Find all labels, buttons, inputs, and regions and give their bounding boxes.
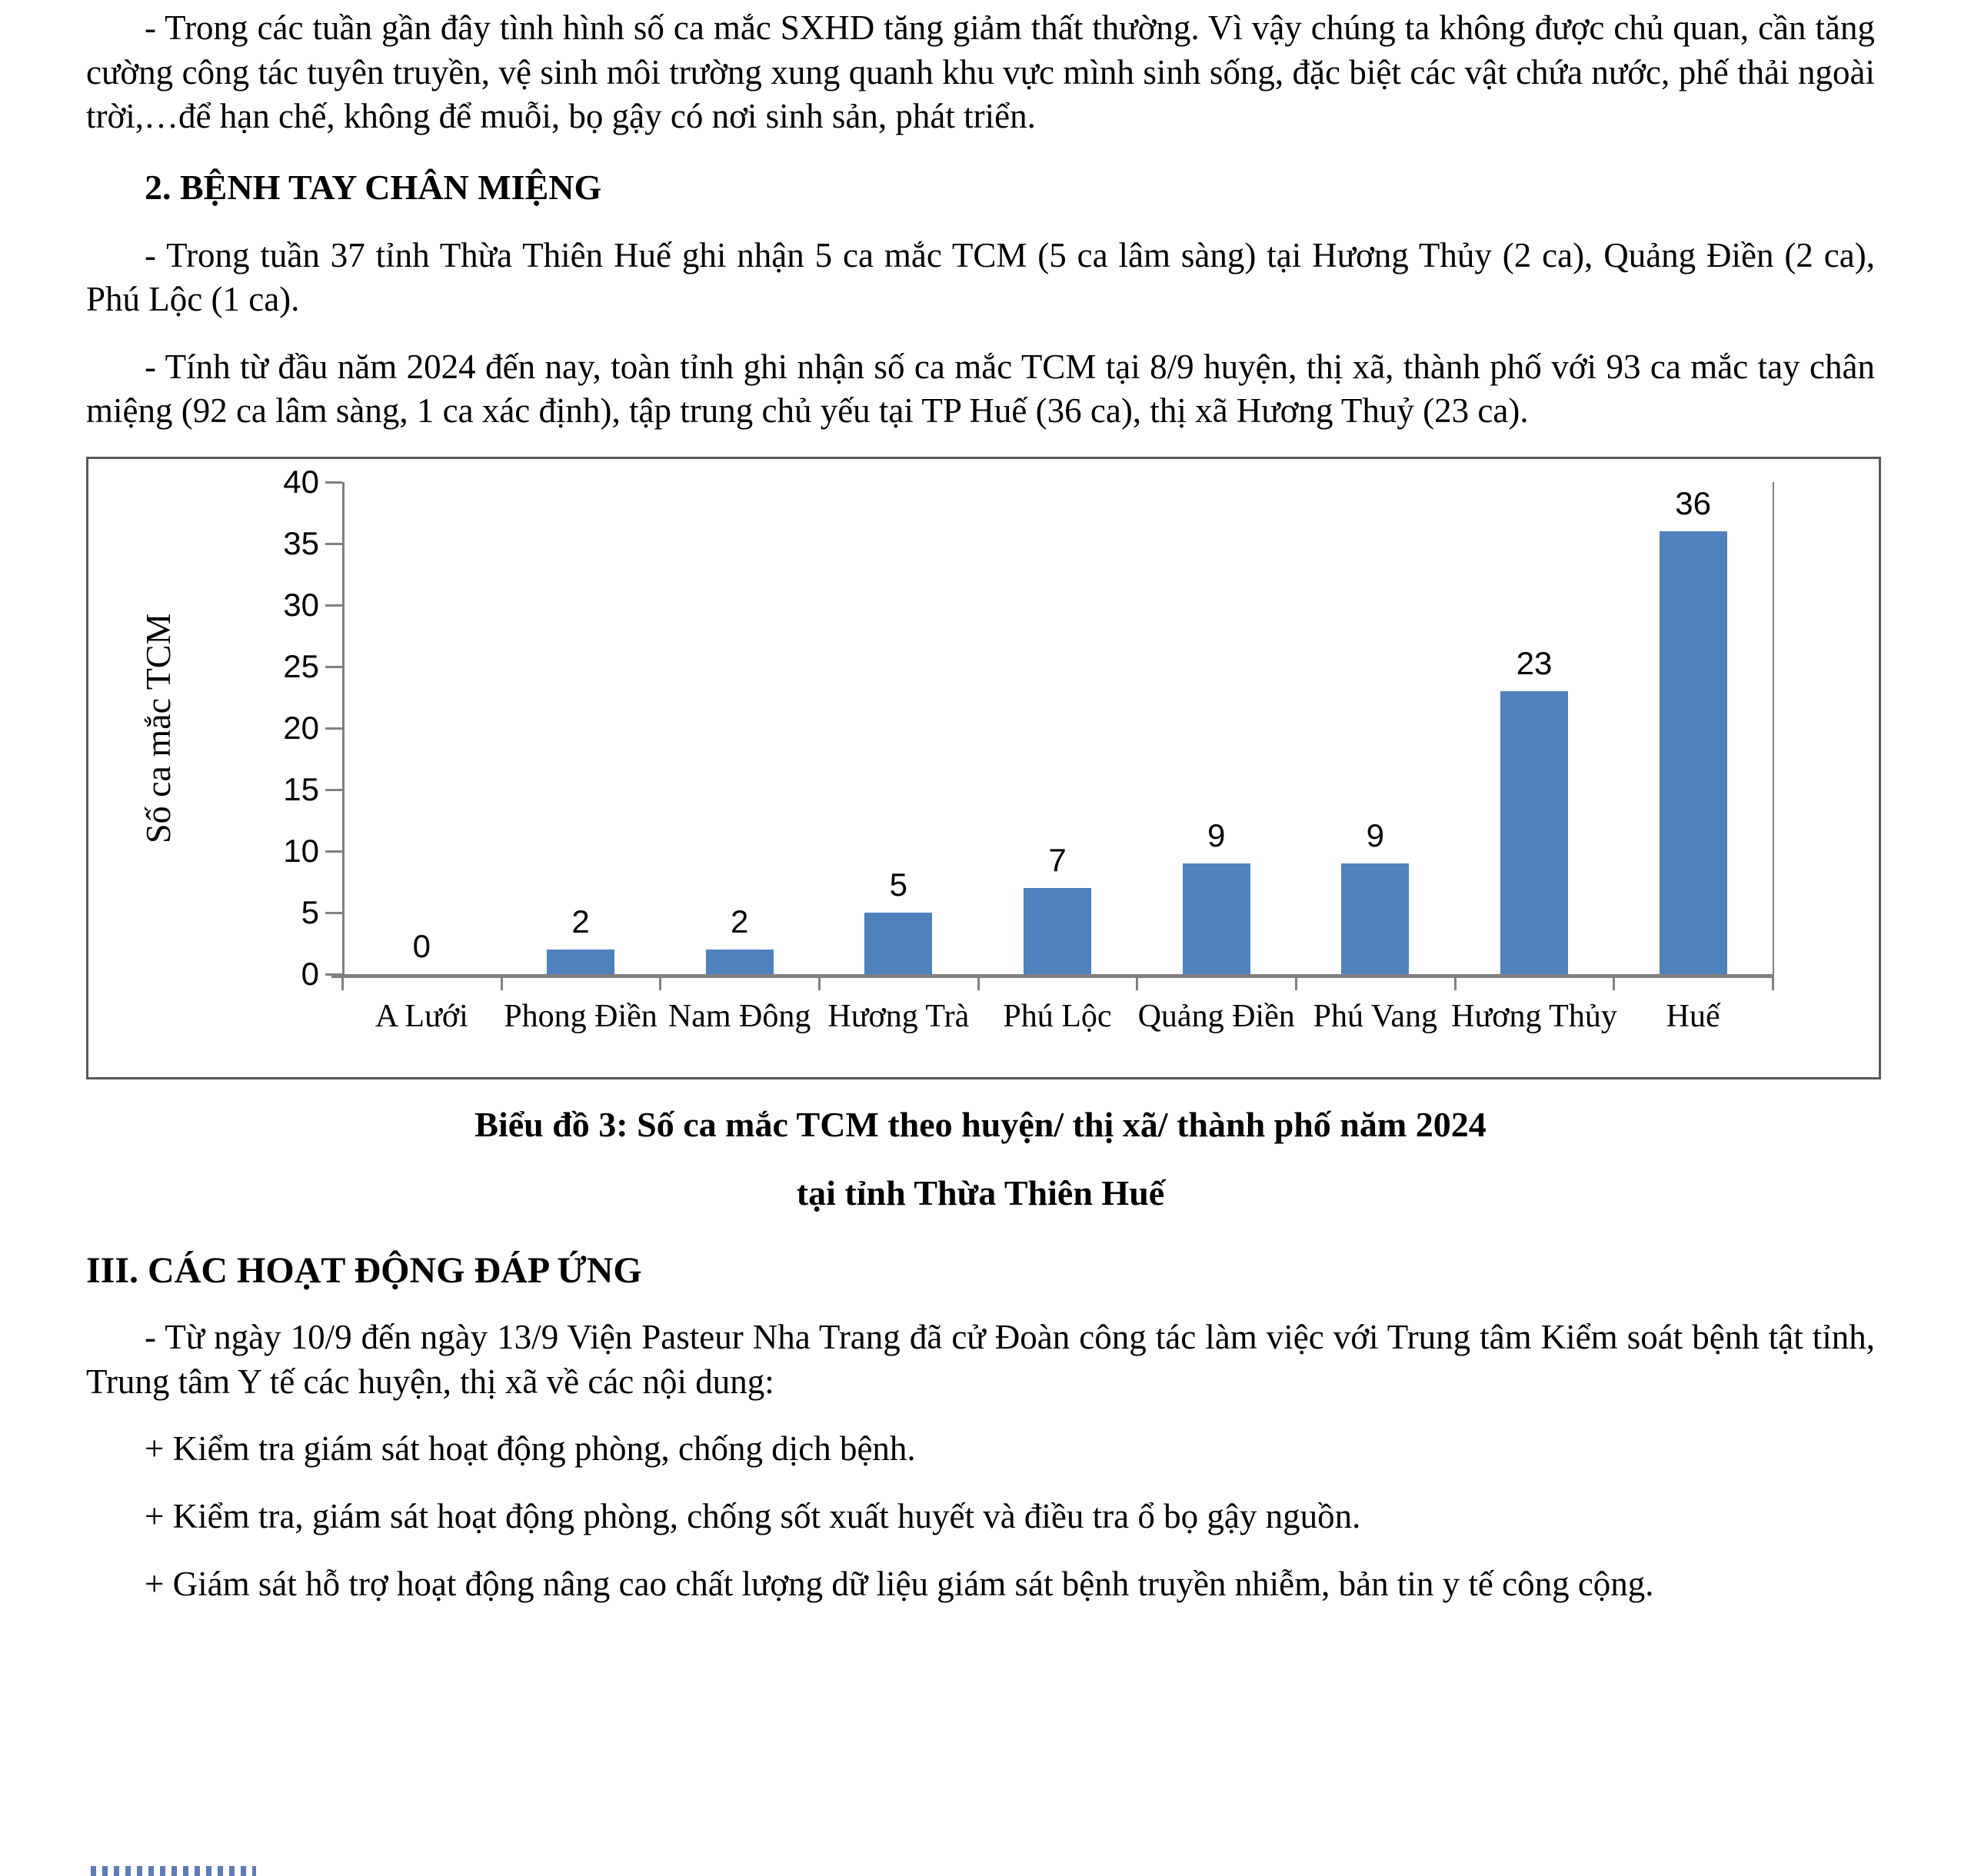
y-axis-tick-label: 35 bbox=[283, 525, 319, 562]
bar-value-label: 9 bbox=[1366, 817, 1384, 854]
paragraph-pasteur: - Từ ngày 10/9 đến ngày 13/9 Viện Pasteur Nha Trang đã cử Đoàn công tác làm việc với Trung tâm Kiểm soát bệnh tật tỉnh, Trung tâm Y tế các huyện, thị xã về các nội dung: bbox=[86, 1318, 1875, 1401]
y-axis-tick-label: 40 bbox=[283, 464, 319, 501]
bar-value-label: 36 bbox=[1675, 485, 1712, 522]
y-axis-tick-mark bbox=[325, 481, 342, 484]
y-axis-tick-mark bbox=[325, 789, 342, 791]
x-axis-line bbox=[331, 974, 1773, 978]
category-label: Hương Thủy bbox=[1451, 999, 1617, 1035]
bar-value-label: 5 bbox=[889, 866, 907, 903]
bar-4 bbox=[864, 913, 932, 974]
x-axis-tick-mark bbox=[1613, 978, 1615, 990]
y-axis-tick-label: 20 bbox=[283, 710, 319, 747]
chart-caption-line1: Biểu đồ 3: Số ca mắc TCM theo huyện/ thị xã/ thành phố năm 2024 bbox=[474, 1105, 1487, 1145]
y-axis-tick-mark bbox=[325, 727, 342, 730]
x-axis-tick-mark bbox=[977, 978, 980, 990]
y-axis-tick-mark bbox=[325, 666, 342, 668]
tcm-bar-chart bbox=[86, 457, 1881, 1079]
bullet-inspection-dengue: + Kiểm tra, giám sát hoạt động phòng, chống sốt xuất huyết và điều tra ổ bọ gậy nguồn. bbox=[145, 1497, 1361, 1535]
bullet-data-quality: + Giám sát hỗ trợ hoạt động nâng cao chất lượng dữ liệu giám sát bệnh truyền nhiễm, bản tin y tế công cộng. bbox=[145, 1564, 1654, 1603]
chart-caption-line2: tại tỉnh Thừa Thiên Huế bbox=[796, 1172, 1165, 1212]
x-axis-tick-mark bbox=[659, 978, 661, 990]
bar-2 bbox=[547, 950, 614, 974]
category-label: Nam Đông bbox=[668, 999, 811, 1035]
category-label: Phú Lộc bbox=[1003, 999, 1112, 1035]
chart-caption bbox=[86, 1103, 1875, 1216]
bar-value-label: 0 bbox=[412, 928, 431, 965]
paragraph-sxhd: - Trong các tuần gần đây tình hình số ca mắc SXHD tăng giảm thất thường. Vì vậy chúng ta không được chủ quan, cần tăng cường công tác tuyên truyền, vệ sinh môi trường xung quanh khu vực mình sinh sống, đặc biệt các vật chứa nước, phế thải ngoài trời,…để hạn chế, không để muỗi, bọ gậy có nơi sinh sản, phát triển. bbox=[86, 8, 1875, 136]
bullet-inspection-epidemic: + Kiểm tra giám sát hoạt động phòng, chống dịch bệnh. bbox=[145, 1429, 916, 1469]
bar-6 bbox=[1183, 863, 1250, 974]
y-axis-tick-label: 10 bbox=[283, 833, 319, 870]
plot-right-border bbox=[1773, 482, 1774, 988]
bar-value-label: 23 bbox=[1516, 645, 1553, 682]
bar-9 bbox=[1660, 531, 1727, 974]
x-axis-tick-mark bbox=[1136, 978, 1138, 990]
y-axis-tick-mark bbox=[325, 543, 342, 545]
heading-tay-chan-mieng: 2. BỆNH TAY CHÂN MIỆNG bbox=[145, 167, 602, 207]
heading-activities: III. CÁC HOẠT ĐỘNG ĐÁP ỨNG bbox=[86, 1249, 642, 1291]
y-axis-tick-mark bbox=[325, 850, 342, 853]
chart-y-axis-title: Số ca mắc TCM bbox=[138, 613, 178, 843]
bar-value-label: 2 bbox=[730, 903, 749, 940]
category-label: A Lưới bbox=[375, 999, 468, 1035]
x-axis-tick-mark bbox=[1295, 978, 1297, 990]
y-axis-tick-mark bbox=[325, 604, 342, 607]
category-label: Phú Vang bbox=[1313, 999, 1438, 1035]
y-axis-tick-label: 0 bbox=[301, 956, 319, 993]
paragraph-tcm-week37: - Trong tuần 37 tỉnh Thừa Thiên Huế ghi nhận 5 ca mắc TCM (5 ca lâm sàng) tại Hương Thủy (2 ca), Quảng Điền (2 ca), Phú Lộc (1 ca). bbox=[86, 235, 1875, 319]
bar-value-label: 9 bbox=[1207, 817, 1226, 854]
clipped-next-line bbox=[91, 1866, 256, 1876]
x-axis-tick-mark bbox=[501, 978, 503, 990]
paragraph-tcm-year2024: - Tính từ đầu năm 2024 đến nay, toàn tỉnh ghi nhận số ca mắc TCM tại 8/9 huyện, thị xã, thành phố với 93 ca mắc tay chân miệng (92 ca lâm sàng, 1 ca xác định), tập trung chủ yếu tại TP Huế (36 ca), thị xã Hương Thuỷ (23 ca). bbox=[86, 347, 1875, 431]
y-axis-line bbox=[342, 482, 345, 974]
category-label: Quảng Điền bbox=[1137, 999, 1295, 1035]
bar-7 bbox=[1341, 863, 1409, 974]
category-label: Huế bbox=[1666, 999, 1720, 1035]
category-label: Phong Điền bbox=[504, 999, 658, 1035]
bar-8 bbox=[1500, 691, 1568, 974]
category-label: Hương Trà bbox=[827, 999, 970, 1035]
x-axis-tick-mark bbox=[1454, 978, 1457, 990]
x-axis-tick-mark bbox=[1772, 978, 1774, 990]
y-axis-tick-label: 30 bbox=[283, 587, 319, 624]
y-axis-tick-label: 25 bbox=[283, 648, 319, 685]
bar-value-label: 2 bbox=[571, 903, 590, 940]
x-axis-tick-mark bbox=[818, 978, 821, 990]
x-axis-tick-mark bbox=[341, 978, 344, 990]
y-axis-tick-label: 5 bbox=[301, 894, 319, 931]
bar-5 bbox=[1024, 888, 1091, 974]
bar-value-label: 7 bbox=[1048, 842, 1067, 879]
y-axis-tick-mark bbox=[325, 912, 342, 914]
bar-3 bbox=[706, 950, 774, 974]
y-axis-tick-label: 15 bbox=[283, 771, 319, 808]
